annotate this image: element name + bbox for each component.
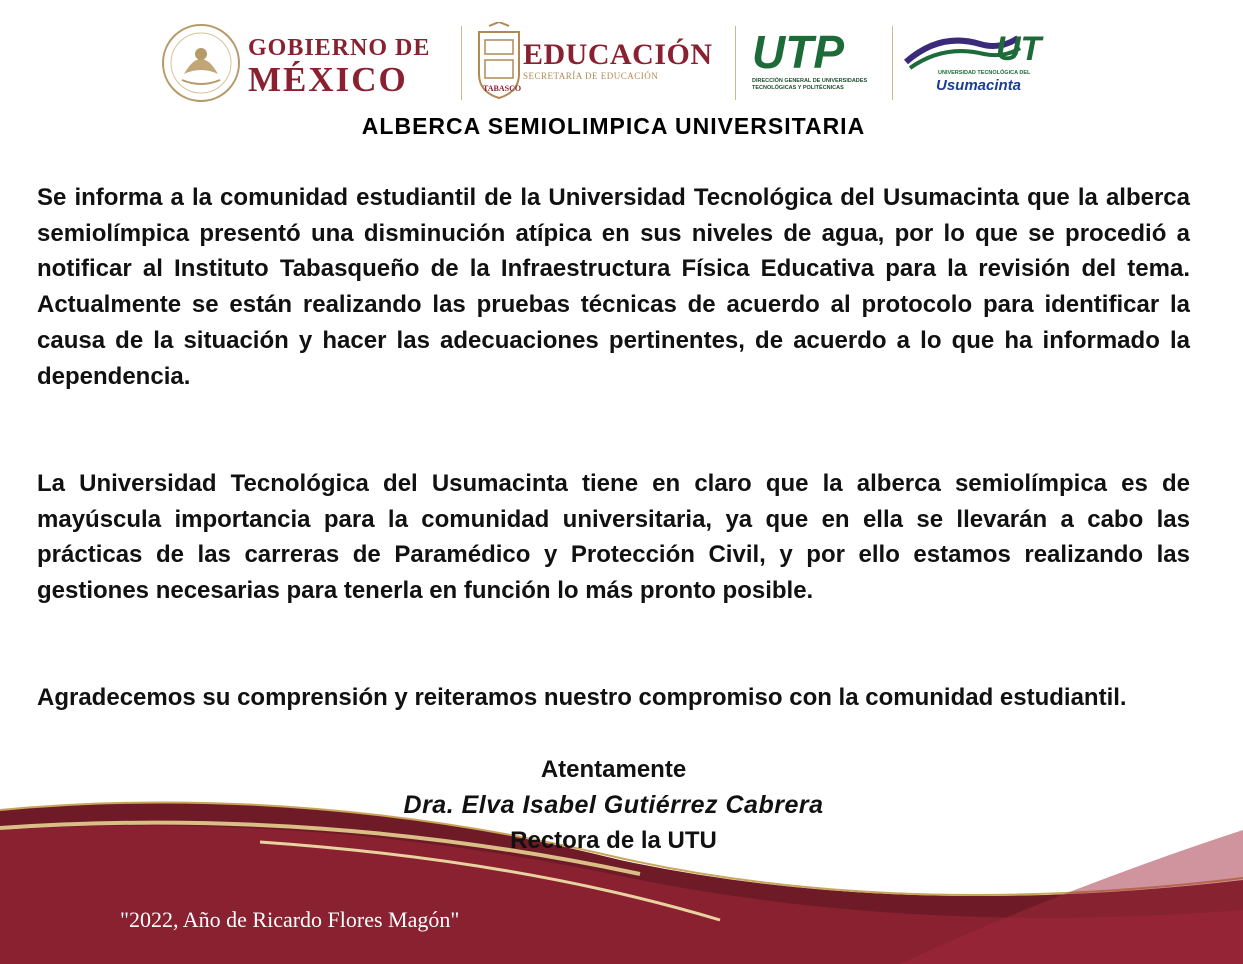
- svg-text:UT: UT: [996, 30, 1042, 68]
- educacion-state: TABASCO: [483, 84, 522, 93]
- utp-logo-text: UTP: [752, 26, 844, 78]
- signature-name: Dra. Elva Isabel Gutiérrez Cabrera: [403, 791, 824, 819]
- ut-subtitle: UNIVERSIDAD TECNOLÓGICA DEL: [938, 70, 1031, 76]
- paragraph-1: Se informa a la comunidad estudiantil de la Universidad Tecnológica del Usumacinta que la alberca semiolímpica presentó una disminución atípica en sus niveles de agua, por lo que se procedió a notificar al Instituto Tabasqueño de la Infraestructura Física Educativa para la revisión del tema. Actualmente se están realizando las pruebas técnicas de acuerdo al protocolo para identificar la causa de la situación y hacer las adecuaciones pertinentes, de acuerdo a lo que ha informado la dependencia.: [37, 184, 1190, 390]
- header-logos: [160, 22, 1060, 104]
- signature-role: Rectora de la UTU: [510, 827, 717, 854]
- mexico-seal-logo: [160, 22, 242, 104]
- utp-logo: [750, 22, 880, 104]
- footer-motto: "2022, Año de Ricardo Flores Magón": [120, 907, 460, 932]
- educacion-subtitle: SECRETARÍA DE EDUCACIÓN: [523, 71, 659, 81]
- educacion-wordmark: [483, 38, 713, 93]
- logo-divider: [461, 26, 462, 100]
- paragraph-2: La Universidad Tecnológica del Usumacinta tiene en claro que la alberca semiolímpica es de mayúscula importancia para la comunidad universitaria, ya que en ella se llevarán a cabo las prácticas de las carreras de Paramédico y Protección Civil, y por ello estamos realizando las gestiones necesarias para tenerla en función lo más pronto posible.: [37, 470, 1190, 605]
- gobierno-line1: GOBIERNO DE: [248, 35, 431, 61]
- utp-subtitle: DIRECCIÓN GENERAL DE UNIVERSIDADES TECNOLÓGICAS Y POLITÉCNICAS: [752, 78, 868, 91]
- signature-closing: Atentamente: [540, 756, 687, 783]
- educacion-title: EDUCACIÓN: [523, 38, 713, 71]
- document-title: ALBERCA SEMIOLIMPICA UNIVERSITARIA: [361, 113, 866, 139]
- logo-divider: [892, 26, 893, 100]
- gobierno-de-mexico-wordmark: [248, 36, 430, 97]
- ut-name: Usumacinta: [936, 77, 1022, 94]
- logo-divider: [735, 26, 736, 100]
- gobierno-line2: MÉXICO: [248, 60, 408, 99]
- paragraph-3: Agradecemos su comprensión y reiteramos nuestro compromiso con la comunidad estudiantil.: [37, 684, 1127, 711]
